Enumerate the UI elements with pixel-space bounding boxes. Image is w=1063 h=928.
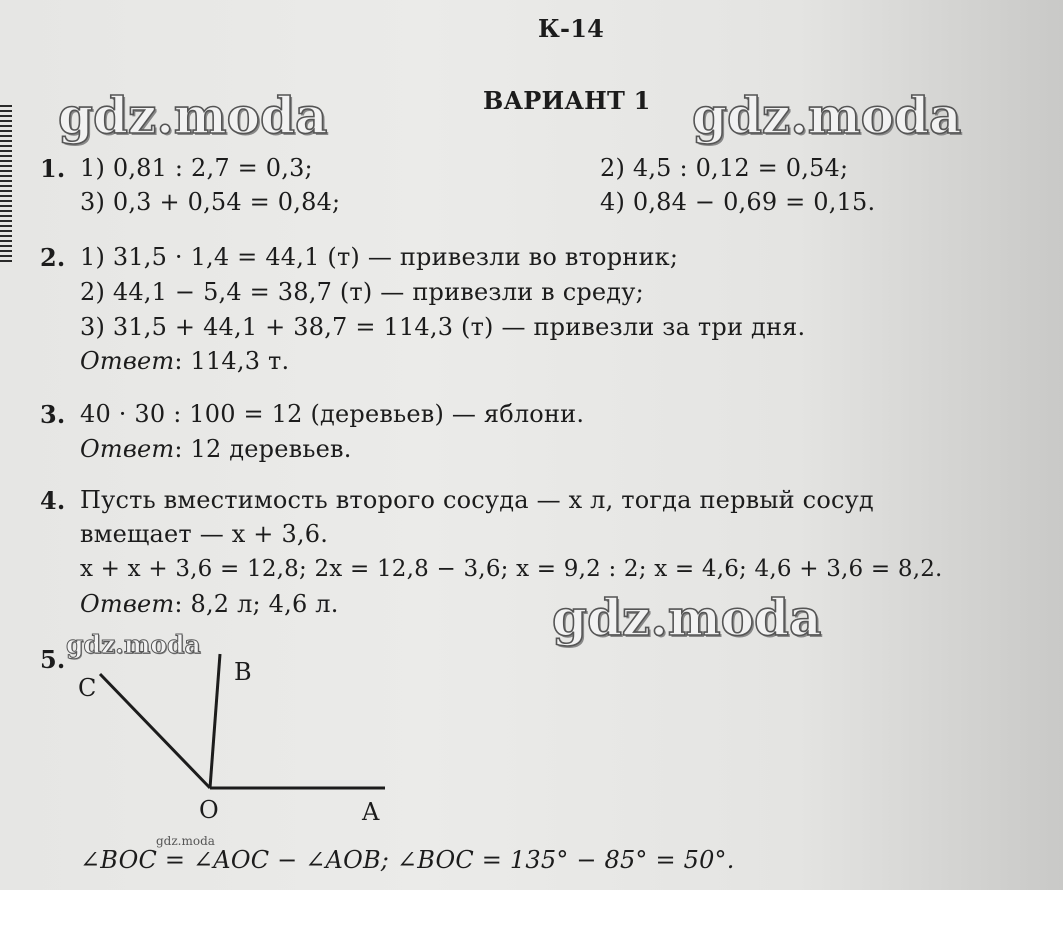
- task1-line1-right: 2) 4,5 : 0,12 = 0,54;: [600, 154, 849, 182]
- task1-number: 1.: [40, 154, 66, 183]
- task2-line3: 3) 31,5 + 44,1 + 38,7 = 114,3 (т) — привезли за три дня.: [80, 313, 806, 341]
- task2-number: 2.: [40, 243, 66, 272]
- task5-formula: ∠BOC = ∠AOC − ∠AOB; ∠BOC = 135° − 85° = 50°.: [80, 846, 735, 874]
- task2-line1: 1) 31,5 · 1,4 = 44,1 (т) — привезли во вторник;: [80, 243, 679, 271]
- watermark: gdz.moda: [66, 630, 201, 659]
- point-B-label: B: [234, 658, 252, 686]
- page-edge-mark: [0, 105, 12, 265]
- task4-line2: вмещает — x + 3,6.: [80, 520, 329, 548]
- task5-number: 5.: [40, 645, 66, 674]
- task4-line3: x + x + 3,6 = 12,8; 2x = 12,8 − 3,6; x = 9,2 : 2; x = 4,6; 4,6 + 3,6 = 8,2.: [80, 556, 943, 582]
- task4-number: 4.: [40, 486, 66, 515]
- task3-answer: [80, 435, 352, 463]
- task3-line1: 40 · 30 : 100 = 12 (деревьев) — яблони.: [80, 400, 585, 428]
- answer-value: : 12 деревьев.: [174, 435, 352, 463]
- page-code: К-14: [538, 14, 604, 43]
- variant-title: ВАРИАНТ 1: [483, 86, 651, 115]
- task4-line1: Пусть вместимость второго сосуда — x л, тогда первый сосуд: [80, 486, 874, 514]
- answer-value: : 114,3 т.: [174, 347, 290, 375]
- point-C-label: C: [78, 674, 97, 702]
- task2-line2: 2) 44,1 − 5,4 = 38,7 (т) — привезли в среду;: [80, 278, 644, 306]
- answer-label: Ответ: [80, 435, 175, 463]
- answer-label: Ответ: [80, 590, 175, 618]
- watermark: gdz.moda: [58, 86, 328, 145]
- task4-answer: [80, 590, 339, 618]
- answer-value: : 8,2 л; 4,6 л.: [174, 590, 339, 618]
- watermark: gdz.moda: [552, 588, 822, 647]
- ray-OC: [100, 674, 210, 788]
- point-O-label: O: [199, 796, 219, 824]
- task3-number: 3.: [40, 400, 66, 429]
- ray-OB: [210, 654, 220, 788]
- task1-line1-left: 1) 0,81 : 2,7 = 0,3;: [80, 154, 313, 182]
- point-A-label: A: [362, 798, 380, 826]
- answer-label: Ответ: [80, 347, 175, 375]
- watermark: gdz.moda: [692, 86, 962, 145]
- watermark: gdz.moda: [156, 834, 215, 848]
- task1-line2-left: 3) 0,3 + 0,54 = 0,84;: [80, 188, 341, 216]
- task1-line2-right: 4) 0,84 − 0,69 = 0,15.: [600, 188, 876, 216]
- task2-answer: [80, 347, 289, 375]
